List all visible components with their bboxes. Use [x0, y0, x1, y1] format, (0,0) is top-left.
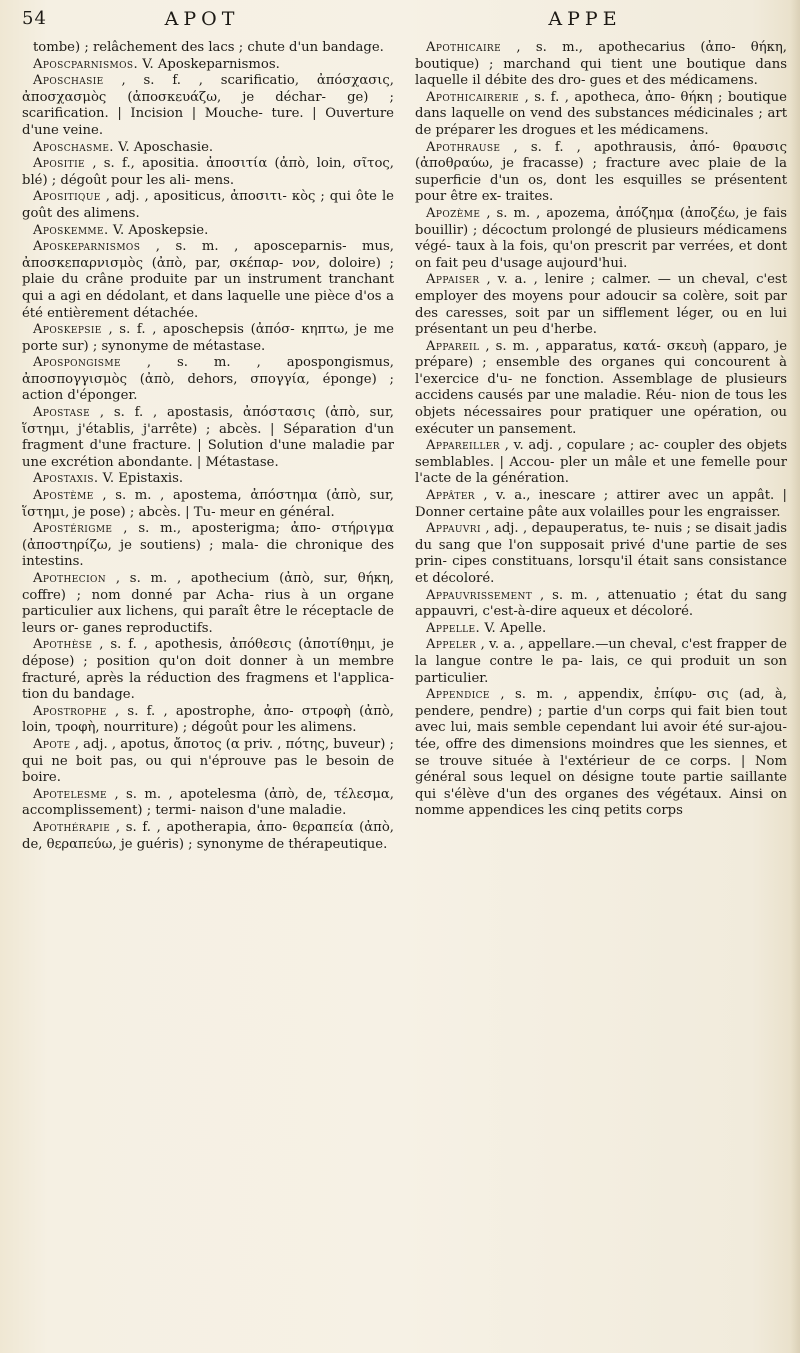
entry-headword: Apote — [33, 736, 71, 752]
dictionary-entry — [415, 637, 787, 687]
left-column — [22, 40, 394, 1340]
entry-definition: , s. f. , apotheca, ἀπο- θήκη ; boutique dans laquelle on vend des substances médicinales ; art de préparer les drogues et les médicamens. — [415, 89, 787, 138]
entry-definition: , s. f. , apostasis, ἀπόστασις (ἀπὸ, sur, ἵστημι, j'établis, j'arrête) ; abcès. | Séparation d'un fragment d'une fracture. | Solution d'une maladie par une excrétion abondante. | Métastase. — [22, 405, 394, 470]
page-number: 54 — [22, 8, 47, 29]
entry-definition: V. Aposkepsie. — [112, 222, 209, 238]
entry-headword: Aposkemme. — [33, 222, 109, 238]
entry-headword: Appeler — [426, 637, 477, 653]
entry-headword: Apotelesme — [33, 786, 108, 802]
dictionary-entry — [22, 156, 394, 189]
entry-definition: , s. m. , aposceparnis- mus, ἀποσκεπαρνισμὸς (ἀπὸ, par, σκέπαρ- νον, doloire) ; plaie du crâne produite par un instrument tranchant qui a agi en dédolant, et dans laquelle une pièce d'os a été entièrement détachée. — [22, 239, 394, 321]
dictionary-entry — [22, 405, 394, 471]
entry-definition: V. Apelle. — [484, 620, 547, 636]
entry-definition: , s. f. , apothrausis, ἀπό- θραυσις (ἀποθραύω, je fracasse) ; fracture avec plaie de la superficie d'un os, dont les esquilles se présentent pour être ex- traites. — [415, 139, 787, 205]
entry-headword: Apothicairerie — [426, 89, 520, 105]
entry-definition: , s. m. , appendix, ἐπίφυ- σις (ad, à, pendere, pendre) ; partie d'un corps qui fait bien tout avec lui, mais semble cependant lui avoir été sur-ajou- tée, offre des dimensions moindres que les siennes, et se trouve située à l'extérieur de ce corps. | Nom général sous lequel on désigne toute partie saillante qui s'élève d'un des organes des végétaux. Ainsi on nomme appendices les cinq petits corps — [415, 687, 787, 819]
entry-definition: V. Aposkeparnismos. — [142, 56, 280, 72]
entry-definition: , adj. , apositicus, ἀποσιτι- κὸς ; qui ôte le goût des alimens. — [22, 189, 394, 221]
dictionary-entry — [22, 820, 394, 853]
dictionary-entry — [22, 787, 394, 820]
entry-definition: , adj. , apotus, ἄποτος (α priv. , πότης, buveur) ; qui ne boit pas, ou qui n'éprouve pas le besoin de boire. — [22, 736, 394, 786]
entry-definition: , v. a. , appellare.—un cheval, c'est frapper de la langue contre le pa- lais, ce qui produit un son particulier. — [415, 637, 787, 686]
entry-headword: Appelle. — [426, 620, 481, 636]
entry-definition: V. Epistaxis. — [102, 471, 184, 487]
entry-headword: Aposkepsie — [33, 322, 102, 338]
entry-definition: , s. f. , apostrophe, ἀπο- στροφὴ (ἀπὸ, loin, τροφὴ, nourriture) ; dégoût pour les alimens. — [22, 703, 394, 736]
dictionary-entry — [415, 488, 787, 521]
entry-headword: Apostase — [33, 405, 91, 421]
entry-definition: , s. m. , attenuatio ; état du sang appauvri, c'est-à-dire aqueux et décoloré. — [415, 587, 787, 620]
entry-definition: , s. m. , apostema, ἀπόστημα (ἀπὸ, sur, ἵστημι, je pose) ; abcès. | Tu- meur en général. — [22, 488, 394, 520]
entry-headword: Aposchasie — [33, 73, 104, 89]
dictionary-entry — [22, 73, 394, 139]
entry-definition: , s. m., aposterigma; ἀπο- στήριγμα (ἀποστηρίζω, je soutiens) ; mala- die chronique des intestins. — [22, 521, 394, 570]
entry-definition: , v. a. , lenire ; calmer. — un cheval, c'est employer des moyens pour adoucir sa colère, soit par des caresses, soit par un sifflement léger, ou en lui présentant un peu d'herbe. — [415, 272, 787, 338]
entry-definition: , s. m. , apothecium (ἀπὸ, sur, θήκη, coffre) ; nom donné par Acha- rius à un organe particulier aux lichens, qui paraît être le réceptacle de leurs or- ganes reproductifs. — [22, 571, 394, 636]
entry-definition: , s. f. , scarificatio, ἀπόσχασις, ἀποσχασμὸς (ἀποσκευάζω, je déchar- ge) ; scarification. | Incision | Mouche- ture. | Ouverture d'une veine. — [22, 73, 394, 138]
entry-headword: Appâter — [426, 488, 475, 504]
dictionary-entry — [415, 272, 787, 338]
dictionary-entry — [22, 140, 394, 157]
page-edge-shadow — [790, 0, 800, 1353]
entry-headword: Apothrause — [426, 139, 501, 155]
dictionary-entry — [22, 471, 394, 488]
entry-definition: , s. f., apositia. ἀποσιτία (ἀπὸ, loin, σῖτος, blé) ; dégoût pour les ali- mens. — [22, 156, 394, 188]
entry-definition: , v. adj. , copulare ; ac- coupler des objets semblables. | Accou- pler un mâle et une femelle pour l'acte de la génération. — [415, 438, 787, 487]
dictionary-entry — [415, 438, 787, 488]
dictionary-entry — [415, 521, 787, 587]
entry-headword: Apothèse — [33, 637, 93, 653]
dictionary-entry — [22, 704, 394, 737]
entry-headword: Apostrophe — [33, 703, 107, 719]
dictionary-entry — [22, 521, 394, 571]
dictionary-entry — [22, 355, 394, 405]
dictionary-entry — [415, 687, 787, 820]
entry-headword: Appendice — [426, 687, 490, 703]
entry-headword: Apositique — [33, 189, 101, 205]
dictionary-entry — [415, 339, 787, 439]
entry-definition: , adj. , depauperatus, te- nuis ; se disait jadis du sang que l'on supposait privé d'une partie de ses prin- cipes constituans, lorsqu'il était sans consistance et décoloré. — [415, 521, 787, 586]
dictionary-entry — [22, 637, 394, 703]
dictionary-entry — [22, 239, 394, 322]
dictionary-entry — [22, 189, 394, 222]
dictionary-entry — [415, 206, 787, 272]
dictionary-entry — [22, 223, 394, 240]
entry-definition: , s. m. , apozema, ἀπόζημα (ἀποζέω, je fais bouillir) ; décoctum prolongé de plusieurs médicamens végé- taux à la fois, qu'on prescrit par verrées, et dont on fait peu d'usage aujourd'hui. — [415, 205, 787, 271]
dictionary-entry — [415, 588, 787, 621]
entry-headword: Aposcparnismos. — [33, 56, 139, 72]
entry-headword: Apothérapie — [33, 819, 111, 835]
left-running-title: APOT — [164, 8, 240, 30]
entry-definition: tombe) ; relâchement des lacs ; chute d'un bandage. — [33, 40, 384, 55]
entry-definition: , s. m., apothecarius (ἀπο- θήκη, boutique) ; marchand qui tient une boutique dans laquelle il débite des dro- gues et des médicamens. — [415, 40, 787, 89]
entry-definition: , s. m. , apospongismus, ἀποσπογγισμὸς (ἀπὸ, dehors, σπογγία, éponge) ; action d'éponger. — [22, 355, 394, 404]
entry-headword: Apostème — [33, 488, 94, 504]
entry-definition: , v. a., inescare ; attirer avec un appât. | Donner certaine pâte aux volailles pour les engraisser. — [415, 488, 787, 520]
entry-headword: Apostérigme — [33, 521, 113, 537]
dictionary-entry — [415, 40, 787, 90]
dictionary-entry — [22, 571, 394, 637]
entry-headword: Apothicaire — [426, 40, 502, 55]
dictionary-entry — [22, 322, 394, 355]
right-running-title: APPE — [548, 8, 622, 30]
dictionary-entry — [22, 488, 394, 521]
entry-headword: Appauvrissement — [426, 587, 533, 603]
dictionary-entry — [415, 90, 787, 140]
entry-definition: , s. m. , apparatus, κατά- σκευὴ (apparo, je prépare) ; ensemble des organes qui concourent à l'exercice d'u- ne fonction. Assemblage de plusieurs accidens causés par une maladie. Réu- nion de tous les objets nécessaires pour pratiquer une opération, ou exécuter un pansement. — [415, 338, 787, 437]
entry-headword: Apospongisme — [33, 355, 121, 371]
dictionary-entry — [415, 140, 787, 206]
entry-headword: Aposchasme. — [33, 139, 114, 155]
entry-headword: Appaiser — [426, 272, 480, 288]
dictionary-entry — [22, 737, 394, 787]
entry-headword: Apositie — [33, 156, 86, 172]
entry-headword: Appareil — [426, 338, 480, 354]
running-head — [0, 2, 800, 38]
entry-definition: , s. m. , apotelesma (ἀπὸ, de, τέλεσμα, accomplissement) ; termi- naison d'une maladie. — [22, 786, 394, 819]
dictionary-entry — [22, 57, 394, 74]
entry-definition: , s. f. , apothesis, ἀπόθεσις (ἀποτίθημι, je dépose) ; position qu'on doit donner à un membre fracturé, après la réduction des fragmens et l'applica- tion du bandage. — [22, 637, 394, 703]
entry-headword: Apozème — [426, 205, 481, 221]
dictionary-entry — [415, 621, 787, 638]
entry-headword: Aposkeparnismos — [33, 239, 141, 255]
entry-headword: Appauvri — [426, 521, 481, 537]
entry-headword: Appareiller — [426, 438, 500, 454]
entry-headword: Apostaxis. — [33, 471, 99, 487]
right-column — [415, 40, 787, 1340]
entry-definition: , s. f. , apotherapia, ἀπο- θεραπεία (ἀπὸ, de, θεραπεύω, je guéris) ; synonyme de thérapeutique. — [22, 819, 394, 852]
entry-definition: , s. f. , aposchepsis (ἀπόσ- κηπτω, je me porte sur) ; synonyme de métastase. — [22, 322, 394, 354]
entry-definition: V. Aposchasie. — [118, 139, 214, 155]
dictionary-entry — [22, 40, 394, 57]
entry-headword: Apothecion — [33, 571, 107, 586]
